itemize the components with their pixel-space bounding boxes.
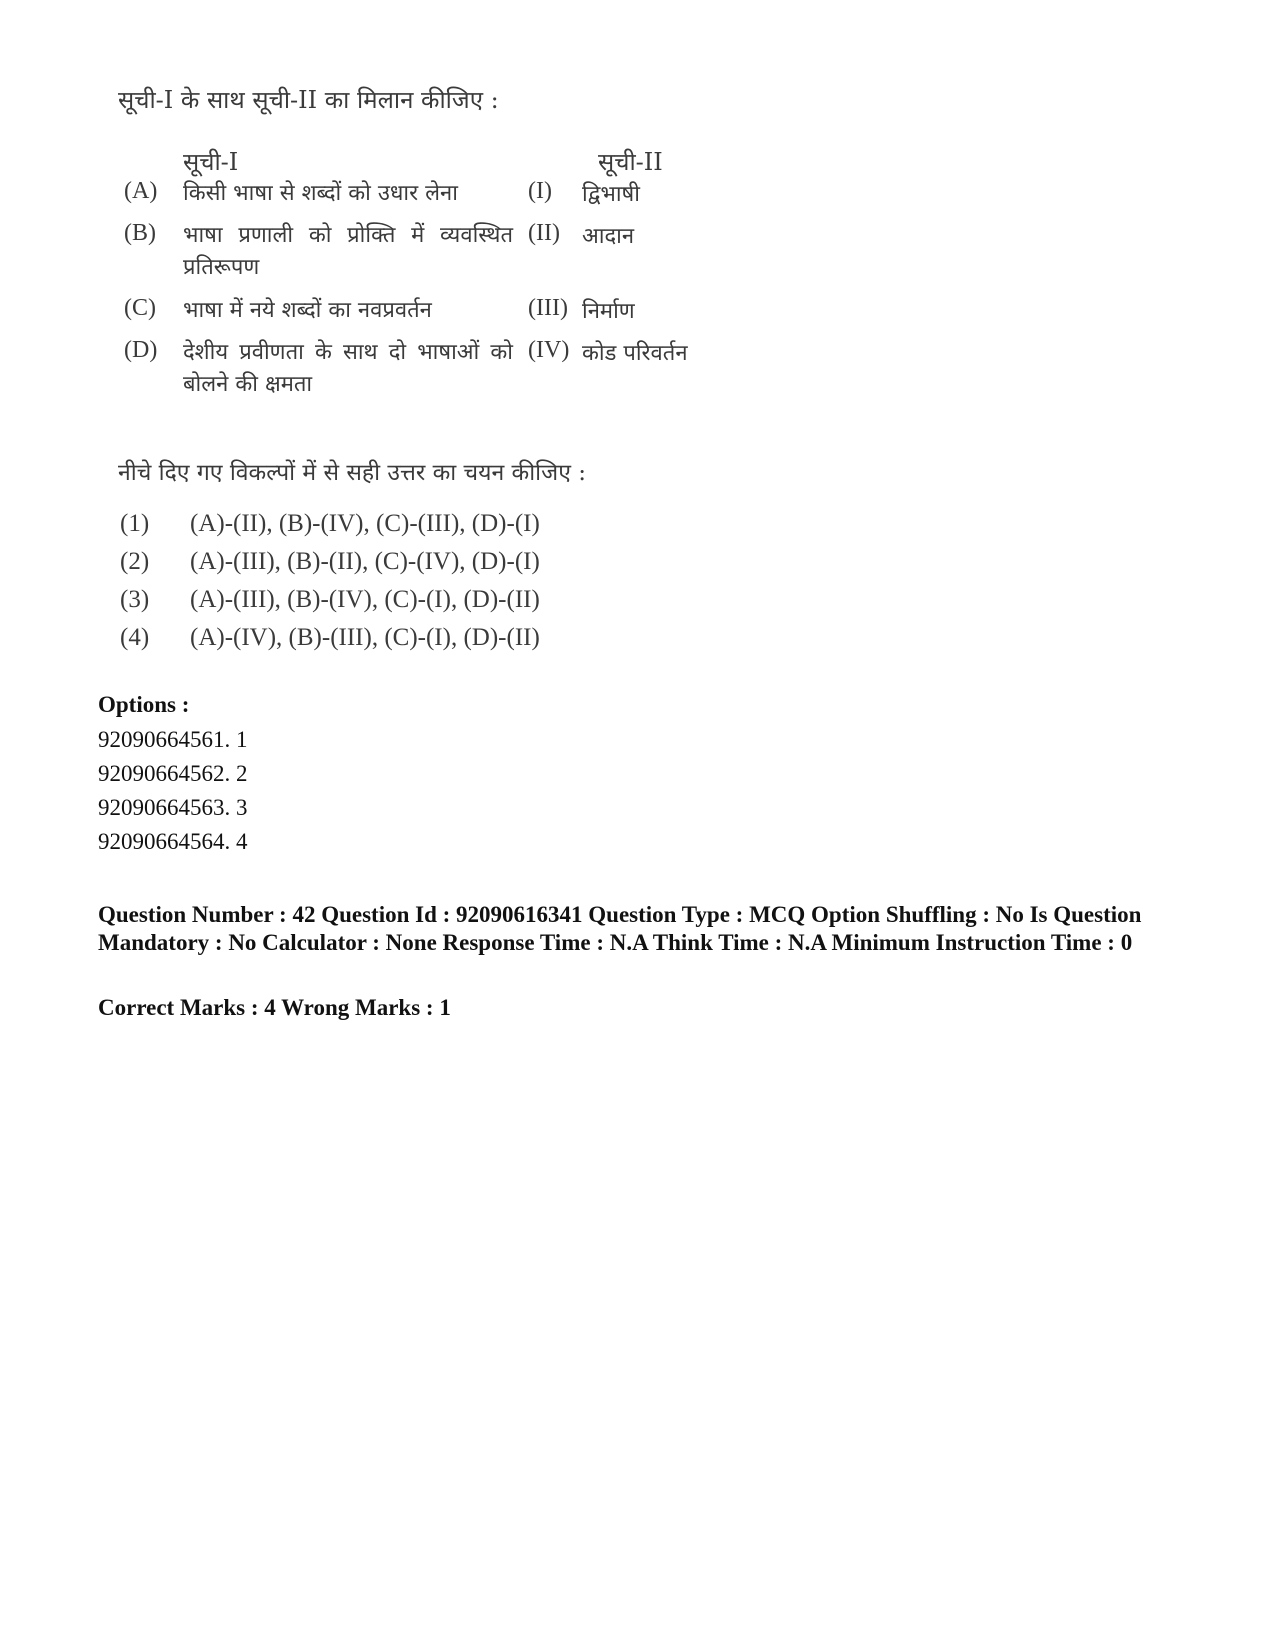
- row-label: (D): [124, 337, 158, 363]
- row-text: भाषा प्रणाली को प्रोक्ति में व्यवस्थित प्रतिरूपण: [183, 223, 513, 280]
- question-prompt: नीचे दिए गए विकल्पों में से सही उत्तर का चयन कीजिए :: [118, 460, 586, 486]
- row-right-text: द्विभाषी: [582, 182, 640, 207]
- row-text: देशीय प्रवीणता के साथ दो भाषाओं को बोलने की क्षमता: [183, 340, 513, 397]
- question-intro: सूची-I के साथ सूची-II का मिलान कीजिए :: [118, 86, 499, 114]
- option-item: 92090664564. 4: [98, 829, 248, 854]
- choice-text: (A)-(II), (B)-(IV), (C)-(III), (D)-(I): [190, 510, 540, 537]
- choice-text: (A)-(IV), (B)-(III), (C)-(I), (D)-(II): [190, 624, 540, 651]
- options-heading: Options :: [98, 692, 190, 717]
- row-right-label: (II): [528, 220, 560, 246]
- row-right-label: (I): [528, 178, 552, 204]
- option-item: 92090664562. 2: [98, 761, 248, 786]
- choice-number: (3): [120, 586, 150, 613]
- row-right-text: आदान: [582, 224, 635, 249]
- question-marks: Correct Marks : 4 Wrong Marks : 1: [98, 995, 451, 1020]
- row-right-text: निर्माण: [582, 299, 635, 324]
- choice-number: (1): [120, 510, 150, 537]
- row-label: (C): [124, 295, 156, 321]
- choice-text: (A)-(III), (B)-(II), (C)-(IV), (D)-(I): [190, 548, 540, 575]
- row-text: किसी भाषा से शब्दों को उधार लेना: [183, 181, 458, 206]
- question-metadata: Question Number : 42 Question Id : 92090616341 Question Type : MCQ Option Shuffling : No Is Question Mandatory : No Calculator : None Response Time : N.A Think Time : N.A Minimum Instruction Time : 0: [98, 902, 1142, 955]
- row-right-text: कोड परिवर्तन: [582, 341, 688, 366]
- row-label: (B): [124, 220, 156, 246]
- choice-text: (A)-(III), (B)-(IV), (C)-(I), (D)-(II): [190, 586, 540, 613]
- row-right-label: (III): [528, 295, 568, 321]
- list2-heading: सूची-II: [598, 148, 663, 176]
- option-item: 92090664561. 1: [98, 727, 248, 752]
- row-label: (A): [124, 178, 158, 204]
- choice-number: (2): [120, 548, 150, 575]
- row-text: भाषा में नये शब्दों का नवप्रवर्तन: [183, 298, 432, 323]
- option-item: 92090664563. 3: [98, 795, 248, 820]
- row-right-label: (IV): [528, 337, 570, 363]
- choice-number: (4): [120, 624, 150, 651]
- list1-heading: सूची-I: [183, 148, 239, 176]
